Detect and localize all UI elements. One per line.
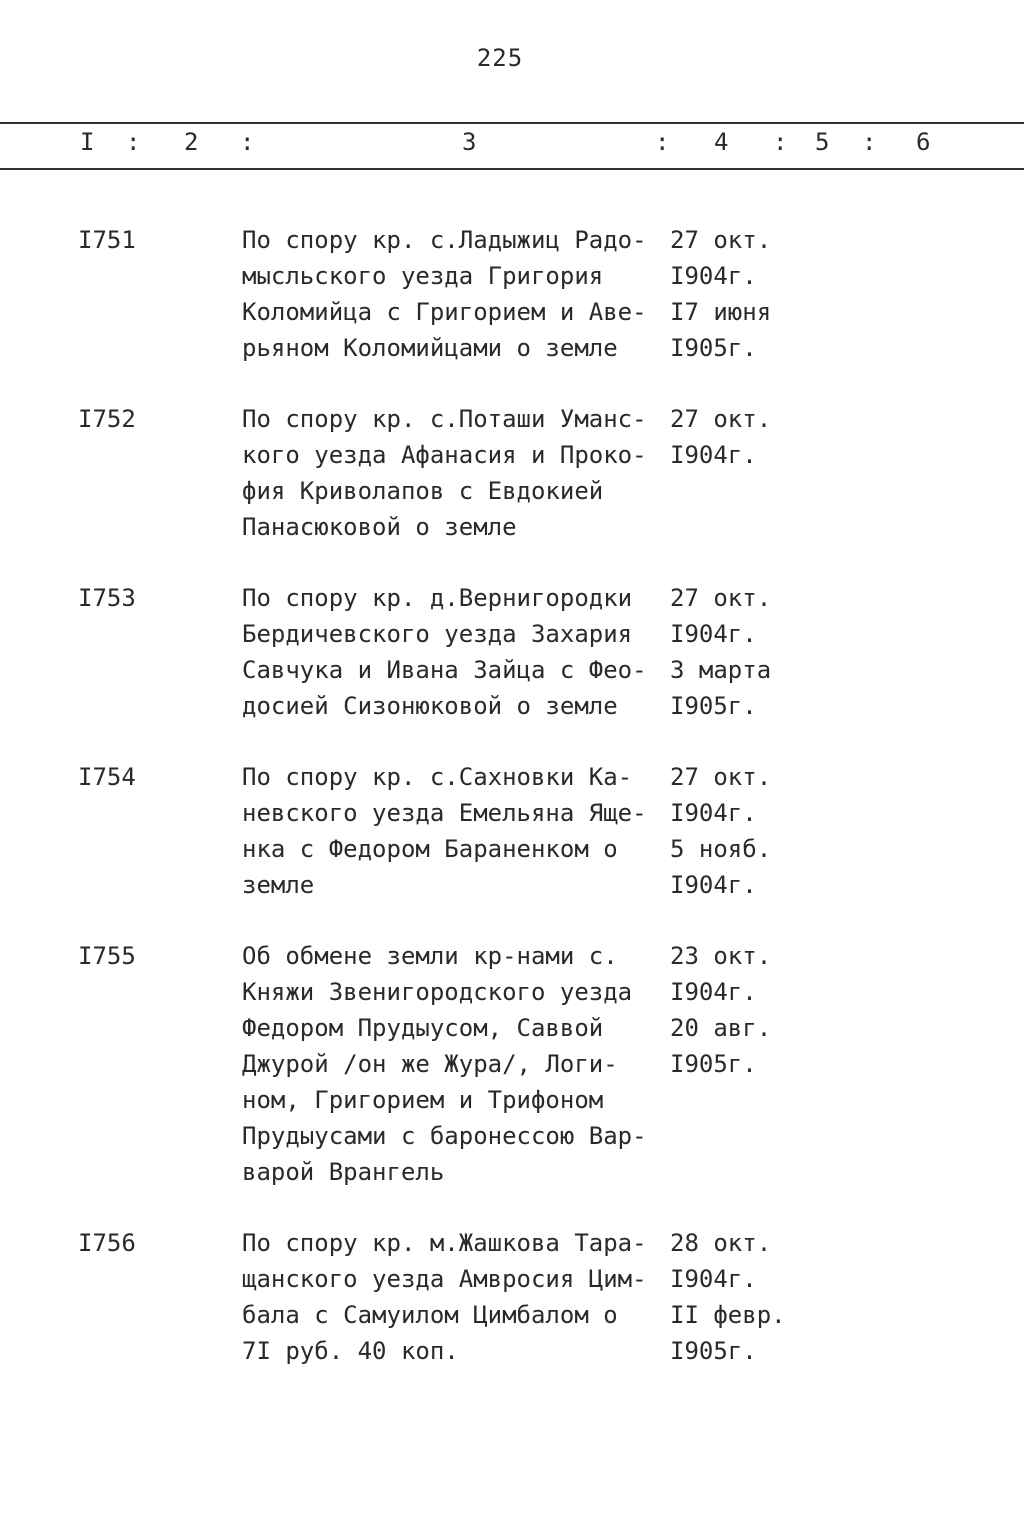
entry-description (242, 401, 662, 545)
description-line: Федором Прудыусом, Саввой (242, 1014, 604, 1042)
date-line: 20 авг. (670, 1014, 772, 1042)
column-separator: : (773, 128, 788, 156)
entry-row (0, 759, 1024, 903)
entry-description (242, 759, 662, 903)
description-line: Бердичевского уезда Захария (242, 620, 633, 648)
entry-number: I751 (78, 226, 136, 254)
entry-dates (670, 938, 810, 1082)
column-separator: : (862, 128, 877, 156)
column-header-3: 3 (462, 128, 477, 156)
description-line: По спору кр. с.Ладыжиц Радо- (242, 226, 647, 254)
date-line: 27 окт. (670, 405, 772, 433)
date-line: I904г. (670, 441, 757, 469)
column-header-6: 6 (916, 128, 931, 156)
description-line: бала с Самуилом Цимбалом о (242, 1301, 618, 1329)
date-line: 27 окт. (670, 763, 772, 791)
description-line: Коломийца с Григорием и Аве- (242, 298, 647, 326)
column-header-5: 5 (815, 128, 830, 156)
description-line: невского уезда Емельяна Яще- (242, 799, 647, 827)
entry-number: I754 (78, 763, 136, 791)
description-line: По спору кр. м.Жашкова Тара- (242, 1229, 647, 1257)
date-line: 27 окт. (670, 584, 772, 612)
date-line: 27 окт. (670, 226, 772, 254)
column-separator: : (240, 128, 255, 156)
entry-row (0, 222, 1024, 366)
description-line: По спору кр. с.Поташи Уманс- (242, 405, 647, 433)
description-line: нка с Федором Бараненком о (242, 835, 618, 863)
entry-dates (670, 401, 810, 473)
header-bottom-rule (0, 168, 1024, 170)
description-line: Княжи Звенигородского уезда (242, 978, 633, 1006)
column-separator: : (126, 128, 141, 156)
description-line: фия Криволапов с Евдокией (242, 477, 604, 505)
description-line: Об обмене земли кр-нами с. (242, 942, 618, 970)
date-line: I904г. (670, 871, 757, 899)
description-line: кого уезда Афанасия и Проко- (242, 441, 647, 469)
date-line: I904г. (670, 262, 757, 290)
entry-number: I753 (78, 584, 136, 612)
description-line: досией Сизонюковой о земле (242, 692, 618, 720)
entry-description (242, 222, 662, 366)
date-line: I904г. (670, 1265, 757, 1293)
entry-description (242, 580, 662, 724)
date-line: II февр. (670, 1301, 786, 1329)
column-header-4: 4 (714, 128, 729, 156)
date-line: 23 окт. (670, 942, 772, 970)
column-header-row (0, 128, 1024, 162)
description-line: ном, Григорием и Трифоном (242, 1086, 604, 1114)
date-line: I904г. (670, 620, 757, 648)
entry-dates (670, 222, 810, 366)
date-line: I905г. (670, 1050, 757, 1078)
description-line: Панасюковой о земле (242, 513, 517, 541)
description-line: Джурой /он же Жура/, Логи- (242, 1050, 618, 1078)
entry-description (242, 1225, 662, 1369)
description-line: рьяном Коломийцами о земле (242, 334, 618, 362)
column-header-1: I (80, 128, 95, 156)
description-line: Савчука и Ивана Зайца с Фео- (242, 656, 647, 684)
description-line: 7I руб. 40 коп. (242, 1337, 459, 1365)
date-line: I905г. (670, 1337, 757, 1365)
entry-row (0, 401, 1024, 545)
description-line: земле (242, 871, 315, 899)
entry-number: I755 (78, 942, 136, 970)
column-header-2: 2 (184, 128, 199, 156)
entry-dates (670, 759, 810, 903)
page-number: 225 (476, 44, 524, 72)
entry-number: I756 (78, 1229, 136, 1257)
entry-number: I752 (78, 405, 136, 433)
description-line: щанского уезда Амвросия Цим- (242, 1265, 647, 1293)
entry-list (0, 222, 1024, 1404)
entry-dates (670, 580, 810, 724)
description-line: варой Врангель (242, 1158, 445, 1186)
header-top-rule (0, 122, 1024, 124)
date-line: 3 марта (670, 656, 772, 684)
entry-description (242, 938, 662, 1190)
date-line: 28 окт. (670, 1229, 772, 1257)
date-line: I904г. (670, 978, 757, 1006)
column-separator: : (655, 128, 670, 156)
description-line: Прудыусами с баронессою Вар- (242, 1122, 647, 1150)
date-line: I904г. (670, 799, 757, 827)
entry-dates (670, 1225, 810, 1369)
description-line: мысльского уезда Григория (242, 262, 604, 290)
description-line: По спору кр. с.Сахновки Ка- (242, 763, 633, 791)
entry-row (0, 1225, 1024, 1369)
date-line: I905г. (670, 334, 757, 362)
entry-row (0, 580, 1024, 724)
description-line: По спору кр. д.Вернигородки (242, 584, 633, 612)
date-line: I7 июня (670, 298, 772, 326)
date-line: 5 нояб. (670, 835, 772, 863)
date-line: I905г. (670, 692, 757, 720)
entry-row (0, 938, 1024, 1190)
